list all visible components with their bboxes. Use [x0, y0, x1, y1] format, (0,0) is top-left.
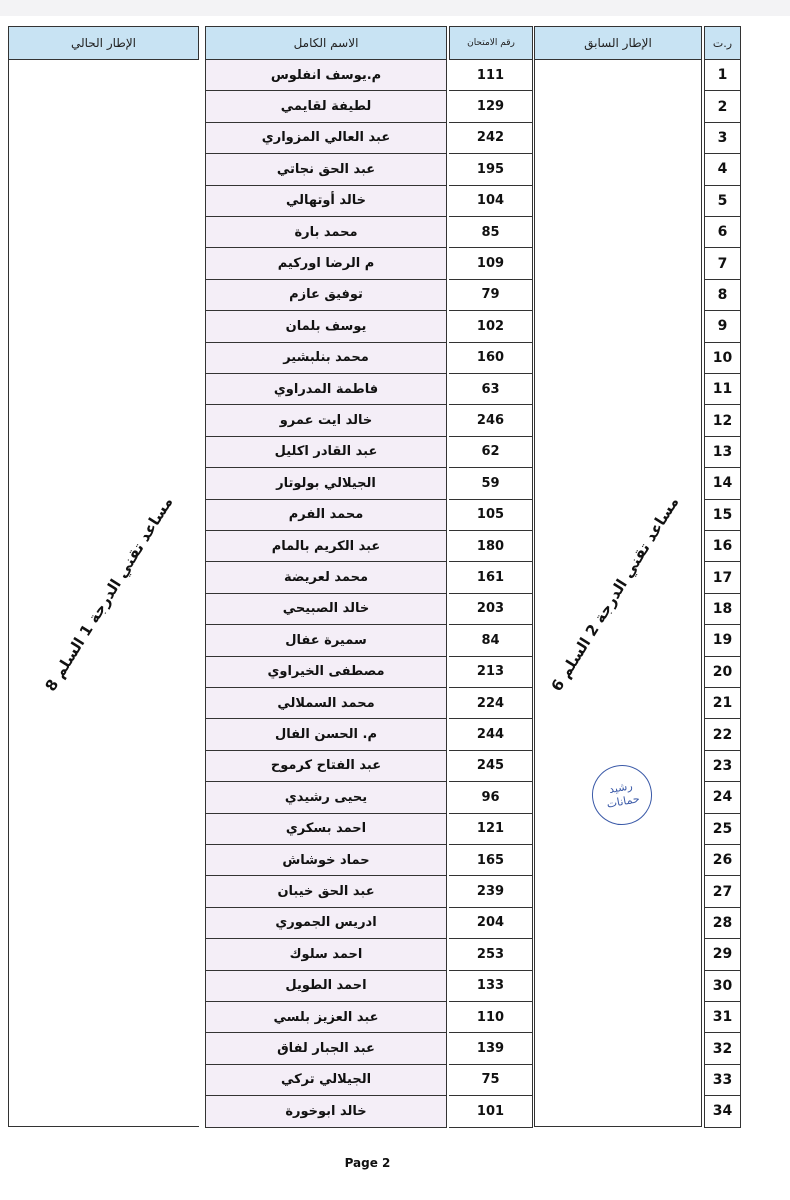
row-rank: 12	[704, 405, 741, 436]
table-row	[199, 876, 741, 907]
row-rank: 6	[704, 217, 741, 248]
row-exam-number: 62	[449, 437, 533, 468]
row-exam-number: 224	[449, 688, 533, 719]
row-exam-number: 246	[449, 405, 533, 436]
row-exam-number: 75	[449, 1065, 533, 1096]
row-exam-number: 59	[449, 468, 533, 499]
row-name: عبد الجبار لفاق	[205, 1033, 447, 1064]
row-exam-number: 63	[449, 374, 533, 405]
row-name: يوسف بلمان	[205, 311, 447, 342]
table-row	[199, 625, 741, 656]
page-number: Page 2	[344, 1156, 391, 1170]
row-name: محمد الفرم	[205, 500, 447, 531]
row-exam-number: 139	[449, 1033, 533, 1064]
table-row	[199, 971, 741, 1002]
row-rank: 18	[704, 594, 741, 625]
previous-frame-value: مساعد تقني الدرجة 2 السلم 6	[547, 493, 683, 695]
table-row	[199, 91, 741, 122]
top-strip	[0, 0, 790, 16]
row-name: مصطفى الخيراوي	[205, 657, 447, 688]
row-exam-number: 239	[449, 876, 533, 907]
table-row	[199, 343, 741, 374]
table-row	[199, 531, 741, 562]
row-rank: 4	[704, 154, 741, 185]
current-frame-column	[8, 60, 199, 1127]
row-rank: 3	[704, 123, 741, 154]
header-current-frame: الإطار الحالي	[8, 26, 199, 60]
table-row	[199, 405, 741, 436]
table-row	[199, 374, 741, 405]
row-rank: 1	[704, 60, 741, 91]
row-rank: 2	[704, 91, 741, 122]
row-rank: 31	[704, 1002, 741, 1033]
table-row	[199, 1065, 741, 1096]
table-row	[199, 688, 741, 719]
header-rank: ر.ت	[704, 26, 741, 60]
row-exam-number: 102	[449, 311, 533, 342]
row-rank: 34	[704, 1096, 741, 1127]
row-exam-number: 110	[449, 1002, 533, 1033]
table-row	[199, 782, 741, 813]
row-exam-number: 111	[449, 60, 533, 91]
row-name: خالد ايت عمرو	[205, 405, 447, 436]
row-exam-number: 85	[449, 217, 533, 248]
stamp-line-2: حمانات	[605, 792, 641, 811]
table-row	[199, 60, 741, 91]
row-name: فاطمة المدراوي	[205, 374, 447, 405]
row-name: م.يوسف انفلوس	[205, 60, 447, 91]
row-rank: 17	[704, 562, 741, 593]
row-exam-number: 242	[449, 123, 533, 154]
table-row	[199, 154, 741, 185]
row-name: م الرضا اوركيم	[205, 248, 447, 279]
row-name: احمد سلوك	[205, 939, 447, 970]
table-row	[199, 814, 741, 845]
row-name: خالد ابوخورة	[205, 1096, 447, 1127]
row-rank: 32	[704, 1033, 741, 1064]
row-exam-number: 245	[449, 751, 533, 782]
row-rank: 27	[704, 876, 741, 907]
current-frame-value: مساعد تقني الدرجة 1 السلم 8	[41, 493, 177, 695]
row-name: حماد خوشاش	[205, 845, 447, 876]
row-rank: 7	[704, 248, 741, 279]
row-rank: 33	[704, 1065, 741, 1096]
row-name: توفيق عازم	[205, 280, 447, 311]
row-rank: 8	[704, 280, 741, 311]
row-rank: 15	[704, 500, 741, 531]
table-row	[199, 908, 741, 939]
table-row	[199, 562, 741, 593]
row-rank: 22	[704, 719, 741, 750]
row-rank: 30	[704, 971, 741, 1002]
table-row	[199, 217, 741, 248]
row-rank: 9	[704, 311, 741, 342]
row-name: احمد الطويل	[205, 971, 447, 1002]
row-name: عبد العزيز بلسي	[205, 1002, 447, 1033]
row-exam-number: 129	[449, 91, 533, 122]
row-rank: 26	[704, 845, 741, 876]
row-exam-number: 121	[449, 814, 533, 845]
table-row	[199, 1002, 741, 1033]
row-exam-number: 84	[449, 625, 533, 656]
row-exam-number: 253	[449, 939, 533, 970]
row-rank: 16	[704, 531, 741, 562]
row-exam-number: 79	[449, 280, 533, 311]
table-row	[199, 657, 741, 688]
row-exam-number: 105	[449, 500, 533, 531]
row-exam-number: 244	[449, 719, 533, 750]
row-name: الجيلالي بولوتار	[205, 468, 447, 499]
row-exam-number: 133	[449, 971, 533, 1002]
row-rank: 21	[704, 688, 741, 719]
row-exam-number: 204	[449, 908, 533, 939]
row-rank: 5	[704, 186, 741, 217]
row-name: محمد بنلبشير	[205, 343, 447, 374]
row-exam-number: 96	[449, 782, 533, 813]
row-name: خالد الصبيحي	[205, 594, 447, 625]
table-row	[199, 719, 741, 750]
row-rank: 29	[704, 939, 741, 970]
row-exam-number: 165	[449, 845, 533, 876]
row-exam-number: 160	[449, 343, 533, 374]
row-name: م. الحسن الفال	[205, 719, 447, 750]
table-row	[199, 500, 741, 531]
row-rank: 10	[704, 343, 741, 374]
row-rank: 25	[704, 814, 741, 845]
header-previous-frame: الإطار السابق	[534, 26, 702, 60]
row-name: عبد الفتاح كرموح	[205, 751, 447, 782]
table-row	[199, 437, 741, 468]
stamp-line-1: رشيد	[607, 778, 634, 796]
row-name: لطيفة لقايمي	[205, 91, 447, 122]
row-name: خالد أوتهالي	[205, 186, 447, 217]
row-name: محمد بارة	[205, 217, 447, 248]
row-exam-number: 161	[449, 562, 533, 593]
row-exam-number: 180	[449, 531, 533, 562]
row-rank: 19	[704, 625, 741, 656]
row-exam-number: 104	[449, 186, 533, 217]
row-exam-number: 195	[449, 154, 533, 185]
row-name: محمد السملالي	[205, 688, 447, 719]
table-row	[199, 123, 741, 154]
row-rank: 13	[704, 437, 741, 468]
table-row	[199, 186, 741, 217]
table-row	[199, 845, 741, 876]
row-rank: 11	[704, 374, 741, 405]
table-row	[199, 1033, 741, 1064]
row-name: عبد الحق خيبان	[205, 876, 447, 907]
row-name: عبد العالي المزواري	[205, 123, 447, 154]
row-name: عبد الكريم بالمام	[205, 531, 447, 562]
row-name: يحيى رشيدي	[205, 782, 447, 813]
row-rank: 24	[704, 782, 741, 813]
row-exam-number: 109	[449, 248, 533, 279]
row-rank: 28	[704, 908, 741, 939]
row-exam-number: 203	[449, 594, 533, 625]
row-name: سميرة عفال	[205, 625, 447, 656]
table-row	[199, 280, 741, 311]
row-name: ادريس الجموري	[205, 908, 447, 939]
table-row	[199, 311, 741, 342]
row-exam-number: 213	[449, 657, 533, 688]
table-row	[199, 939, 741, 970]
row-rank: 20	[704, 657, 741, 688]
row-exam-number: 101	[449, 1096, 533, 1127]
row-rank: 14	[704, 468, 741, 499]
table-row	[199, 248, 741, 279]
row-name: الجيلالي تركي	[205, 1065, 447, 1096]
row-name: عبد القادر اكليل	[205, 437, 447, 468]
table-row	[199, 751, 741, 782]
header-exam-number: رقم الامتحان	[449, 26, 533, 60]
table-row	[199, 594, 741, 625]
row-rank: 23	[704, 751, 741, 782]
table-row	[199, 468, 741, 499]
row-name: محمد لعريضة	[205, 562, 447, 593]
row-name: عبد الحق نجاتي	[205, 154, 447, 185]
row-name: احمد بسكري	[205, 814, 447, 845]
table-row	[199, 1096, 741, 1127]
header-full-name: الاسم الكامل	[205, 26, 447, 60]
